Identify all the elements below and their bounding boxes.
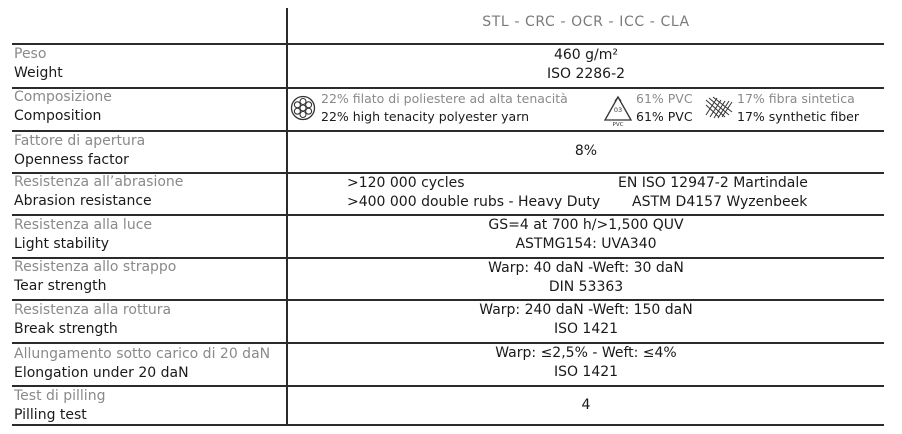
row-value-break [288,301,884,339]
label-english: Abrasion resistance [14,193,152,209]
value-line: Warp: ≤2,5% - Weft: ≤4% [495,345,677,361]
pvc-recycling-icon [603,95,633,128]
label-english: Light stability [14,236,110,252]
row-label-elongation [14,345,284,383]
value-line: 4 [581,397,591,413]
value-line: 8% [574,143,598,159]
label-italian: Resistenza alla luce [14,217,153,233]
label-english: Weight [14,65,63,81]
row-label-abrasion [14,173,284,211]
value-line: ISO 1421 [553,364,619,380]
abrasion-cycles: >120 000 cycles [347,175,465,191]
value-line: Warp: 240 daN -Weft: 150 daN [479,302,693,318]
row-value-weight [288,46,884,84]
row-value-elongation [288,344,884,382]
row-value-pilling [288,396,884,415]
composition-synthetic [737,90,859,126]
row-value-light [288,216,884,254]
composition-polyester [321,90,568,126]
composition-english: 17% synthetic fiber [737,109,859,124]
value-line: ISO 1421 [553,321,619,337]
row-label-openness [14,132,284,170]
label-italian: Peso [14,46,47,62]
row-label-break [14,301,284,339]
composition-english: 61% PVC [636,109,693,124]
pvc-icon-number: 03 [613,106,623,114]
label-italian: Test di pilling [14,388,106,404]
label-italian: Composizione [14,89,112,105]
value-line: ASTMG154: UVA340 [515,236,657,252]
label-italian: Allungamento sotto carico di 20 daN [14,346,271,362]
label-english: Tear strength [14,278,107,294]
composition-pvc [636,90,693,126]
row-label-pilling [14,387,284,425]
abrasion-double-rubs: >400 000 double rubs - Heavy Duty [347,194,601,210]
label-english: Break strength [14,321,118,337]
header-codes: STL - CRC - OCR - ICC - CLA [482,14,690,30]
polyester-yarn-icon [290,95,316,121]
row-label-weight [14,45,284,83]
value-line: DIN 53363 [548,279,624,295]
synthetic-fiber-icon [705,95,733,119]
label-english: Pilling test [14,407,87,423]
label-english: Elongation under 20 daN [14,365,189,381]
composition-english: 22% high tenacity polyester yarn [321,109,530,124]
row-value-openness [288,142,884,161]
label-italian: Fattore di apertura [14,133,146,149]
row-label-tear [14,258,284,296]
abrasion-standard-wyzenbeek: ASTM D4157 Wyzenbeek [632,194,808,210]
value-line: ISO 2286-2 [546,66,626,82]
value-line: GS=4 at 700 h/>1,500 QUV [488,217,684,233]
label-italian: Resistenza alla rottura [14,302,172,318]
value-line: 460 g/m² [553,47,619,63]
row-value-tear [288,259,884,297]
label-italian: Resistenza allo strappo [14,259,177,275]
composition-italian: 22% filato di poliestere ad alta tenacità [321,91,568,106]
pvc-icon-text: PVC [612,122,624,128]
row-label-light [14,216,284,254]
value-line: Warp: 40 daN -Weft: 30 daN [488,260,684,276]
label-english: Composition [14,108,102,124]
row-label-composition [14,88,284,126]
label-italian: Resistenza all’abrasione [14,174,184,190]
composition-italian: 61% PVC [636,91,693,106]
label-english: Openness factor [14,152,129,168]
composition-italian: 17% fibra sintetica [737,91,855,106]
abrasion-standard-martindale: EN ISO 12947-2 Martindale [618,175,808,191]
